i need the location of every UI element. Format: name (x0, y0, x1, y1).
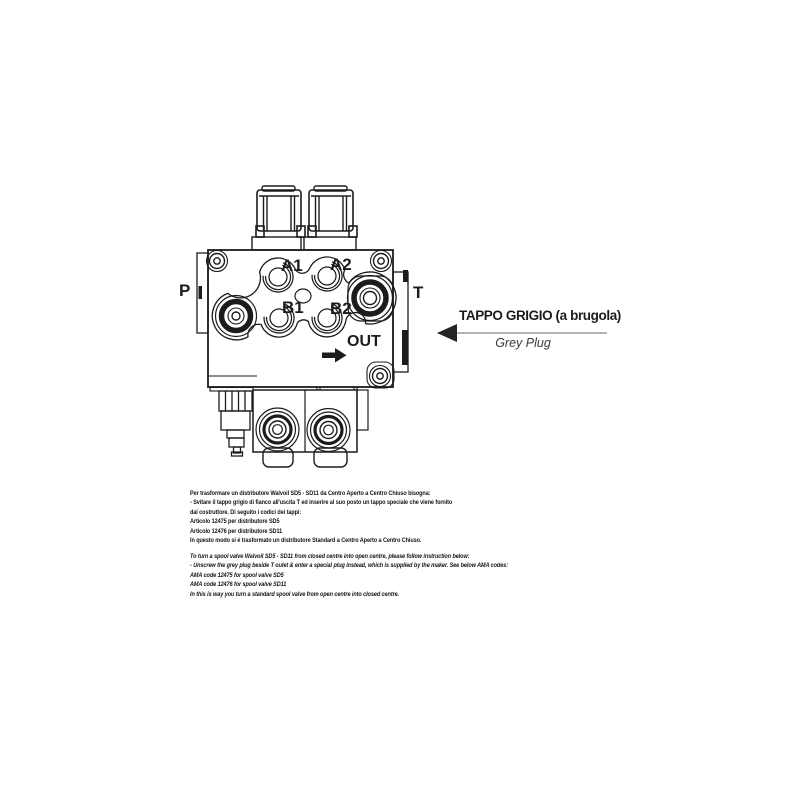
instruction-line: - Unscrew the grey plug beside T oulet & enter a special plug instead, which is supplied by the maker. See below AMA codes: (190, 562, 508, 570)
instructions-english (190, 552, 508, 599)
right-cap (304, 186, 357, 250)
label-port-a2: A2 (330, 255, 352, 274)
label-port-t: T (413, 283, 424, 302)
left-cap (252, 186, 305, 250)
label-port-p: P (179, 281, 191, 300)
instruction-line: Articolo 12475 per distributore SD5 (190, 518, 280, 526)
port-boss-t (348, 276, 394, 322)
instruction-line: In this is way you turn a standard spool valve from open centre into closed centre. (190, 590, 400, 598)
label-port-a1: A1 (281, 256, 303, 275)
instruction-line: dal costruttore. Di seguito i codici dei tappi: (190, 508, 302, 516)
instruction-line: Articolo 12476 per distributore SD11 (190, 527, 283, 535)
callout-subtitle: Grey Plug (495, 336, 551, 350)
instruction-line: AMA code 12475 for spool valve SD5 (190, 571, 284, 579)
label-port-out: OUT (347, 333, 381, 350)
instruction-line: Per trasformare un distributore Walvoil SD5 - SD11 da Centro Aperto a Centro Chiuso bisogna: (190, 490, 431, 497)
label-port-b1: B1 (282, 298, 304, 317)
instruction-line: AMA code 12476 for spool valve SD11 (190, 581, 287, 589)
instruction-line: To turn a spool valve Walvoil SD5 - SD11 from closed centre into open centre, please follow instruction below: (190, 553, 470, 560)
label-port-b2: B2 (330, 299, 352, 318)
instruction-line: In questo modo si é trasformato un distributore Standard a Centro Aperto a Centro Chiuso. (190, 537, 422, 545)
relief-valve (210, 388, 253, 457)
lower-manifold (253, 387, 368, 467)
bottom-boss-right (307, 409, 350, 452)
out-arrow-icon (322, 348, 347, 363)
instructions-italian (190, 489, 452, 545)
bottom-boss-left (256, 408, 299, 451)
instruction-line: - Svitare il tappo grigio di fianco all'uscita T ed inserire al suo posto un tappo speciale che viene fornito (190, 499, 453, 507)
port-boss-p (216, 296, 257, 337)
callout-title: TAPPO GRIGIO (a brugola) (459, 308, 621, 323)
